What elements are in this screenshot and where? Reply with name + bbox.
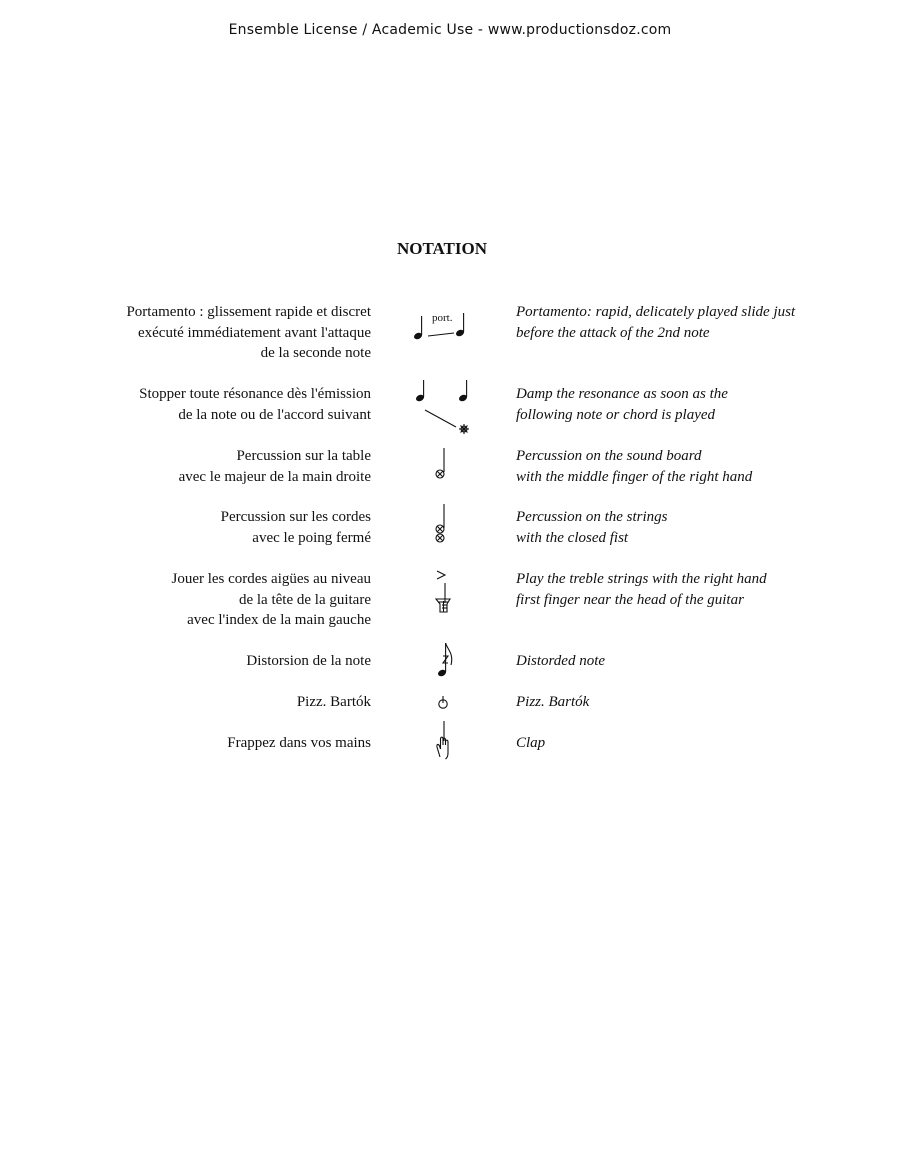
french-description: Frappez dans vos mains bbox=[227, 735, 371, 751]
english-description: Percussion on the strings with the closed fist bbox=[516, 509, 668, 546]
portamento-icon bbox=[400, 302, 484, 344]
english-description: Clap bbox=[516, 735, 546, 751]
english-description: Percussion on the sound board with the middle finger of the right hand bbox=[516, 448, 753, 485]
guitar-head-treble-icon bbox=[400, 569, 484, 615]
french-description: Distorsion de la note bbox=[246, 653, 371, 669]
english-description: Pizz. Bartók bbox=[516, 694, 590, 710]
english-description: Distorded note bbox=[516, 653, 606, 669]
license-header: Ensemble License / Academic Use - www.productionsdoz.com bbox=[228, 22, 672, 38]
french-description: Percussion sur la table avec le majeur de la main droite bbox=[178, 448, 371, 485]
english-description: Damp the resonance as soon as the following note or chord is played bbox=[516, 386, 728, 423]
clap-hand-icon bbox=[400, 733, 484, 769]
french-description: Portamento : glissement rapide et discret exécuté immédiatement avant l'attaque de la seconde note bbox=[126, 304, 371, 361]
damp-resonance-icon bbox=[400, 384, 484, 436]
page-title: NOTATION bbox=[396, 239, 488, 258]
strings-percussion-icon bbox=[400, 507, 484, 547]
english-description: Portamento: rapid, delicately played slide just before the attack of the 2nd note bbox=[516, 304, 796, 341]
english-description: Play the treble strings with the right hand first finger near the head of the guitar bbox=[516, 571, 767, 608]
french-description: Percussion sur les cordes avec le poing fermé bbox=[220, 509, 371, 546]
french-description: Stopper toute résonance dès l'émission de la note ou de l'accord suivant bbox=[139, 386, 371, 423]
french-description: Jouer les cordes aigües au niveau de la tête de la guitare avec l'index de la main gauche bbox=[171, 571, 371, 628]
portamento-label: port. bbox=[432, 312, 453, 324]
soundboard-percussion-icon bbox=[400, 446, 484, 482]
french-description: Pizz. Bartók bbox=[296, 694, 371, 710]
bartok-pizz-icon bbox=[400, 692, 484, 716]
distorted-note-icon bbox=[400, 651, 484, 685]
